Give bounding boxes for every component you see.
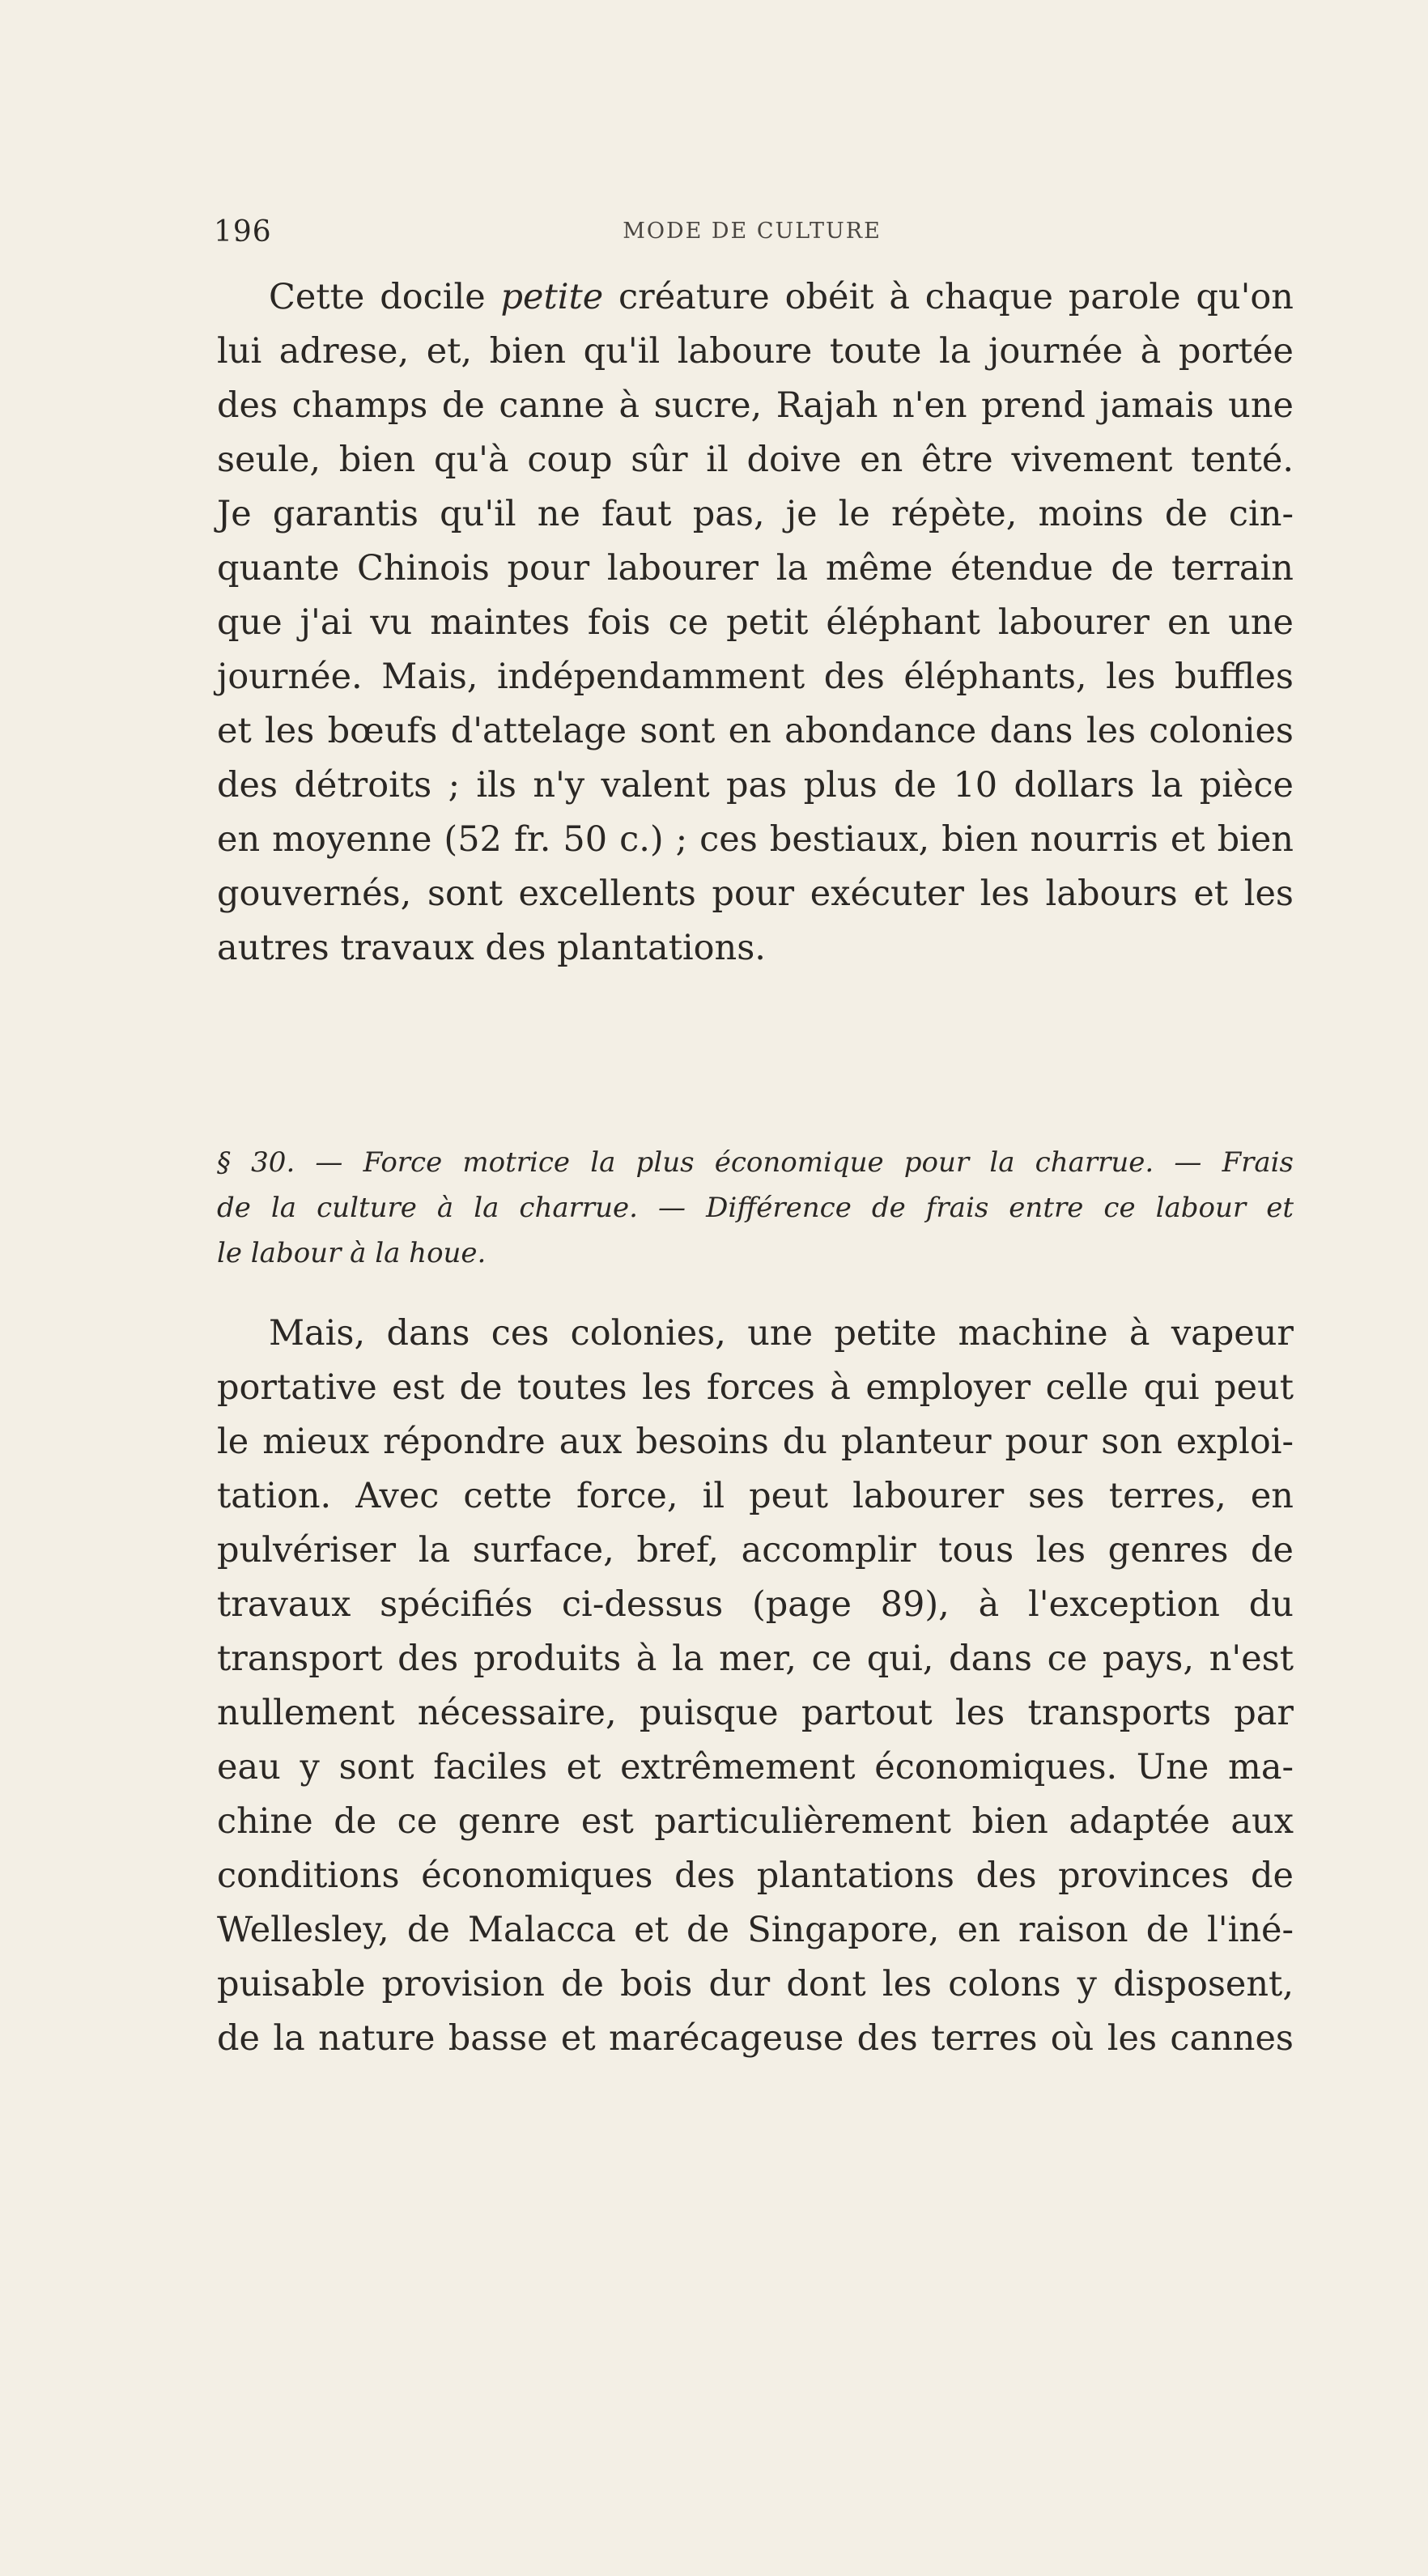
text-line: transport des produits à la mer, ce qui, dans ce pays, n'est xyxy=(217,1639,1294,1679)
text-line: journée. Mais, indépendamment des éléphants, les buffles xyxy=(217,657,1294,697)
text-line: gouvernés, sont excellents pour exécuter les labours et les xyxy=(217,874,1294,914)
text-line: des champs de canne à sucre, Rajah n'en prend jamais une xyxy=(217,385,1294,426)
note-line: § 30. — Force motrice la plus économique pour la charrue. — Frais xyxy=(217,1146,1294,1179)
text-line: Wellesley, de Malacca et de Singapore, en raison de l'iné- xyxy=(217,1910,1294,1950)
text-line: que j'ai vu maintes fois ce petit éléphant labourer en une xyxy=(217,602,1294,643)
text-line: quante Chinois pour labourer la même étendue de terrain xyxy=(217,548,1294,589)
note-line: le labour à la houe. xyxy=(217,1237,487,1269)
text-line: pulvériser la surface, bref, accomplir tous les genres de xyxy=(217,1530,1294,1571)
running-head xyxy=(214,215,1290,256)
text-line: le mieux répondre aux besoins du planteur pour son exploi- xyxy=(217,1422,1294,1462)
text-line: nullement nécessaire, puisque partout les transports par xyxy=(217,1693,1294,1733)
text-line: des détroits ; ils n'y valent pas plus de 10 dollars la pièce xyxy=(217,765,1294,806)
text-line: de la nature basse et marécageuse des terres où les cannes xyxy=(217,2018,1294,2059)
text-line: tation. Avec cette force, il peut labourer ses terres, en xyxy=(217,1476,1294,1516)
text-line: autres travaux des plantations. xyxy=(217,928,766,968)
text-line: portative est de toutes les forces à employer celle qui peut xyxy=(217,1367,1294,1408)
italic-word: petite xyxy=(500,277,604,317)
paragraph-2 xyxy=(217,1307,1294,2066)
text-line: et les bœufs d'attelage sont en abondance dans les colonies xyxy=(217,711,1294,751)
text-line: eau y sont faciles et extrêmement économiques. Une ma- xyxy=(217,1747,1294,1787)
page-number: 196 xyxy=(214,215,272,249)
text-line: Je garantis qu'il ne faut pas, je le répète, moins de cin- xyxy=(217,494,1294,534)
running-title: MODE DE CULTURE xyxy=(623,219,882,244)
text-line: Cette docile petite créature obéit à chaque parole qu'on xyxy=(269,277,1294,317)
text-line: travaux spécifiés ci-dessus (page 89), à l'exception du xyxy=(217,1584,1294,1625)
text-line: chine de ce genre est particulièrement bien adaptée aux xyxy=(217,1801,1294,1842)
section-note xyxy=(217,1140,1294,1276)
text-line: lui adrese, et, bien qu'il laboure toute la journée à portée xyxy=(217,331,1294,372)
text-line: en moyenne (52 fr. 50 c.) ; ces bestiaux, bien nourris et bien xyxy=(217,819,1294,860)
text-line: puisable provision de bois dur dont les colons y disposent, xyxy=(217,1964,1294,2004)
note-line: de la culture à la charrue. — Différence de frais entre ce labour et xyxy=(217,1192,1294,1224)
text-line: seule, bien qu'à coup sûr il doive en être vivement tenté. xyxy=(217,440,1294,480)
paragraph-1 xyxy=(217,270,1294,976)
text-line: conditions économiques des plantations des provinces de xyxy=(217,1855,1294,1896)
text-line: Mais, dans ces colonies, une petite machine à vapeur xyxy=(269,1313,1294,1354)
